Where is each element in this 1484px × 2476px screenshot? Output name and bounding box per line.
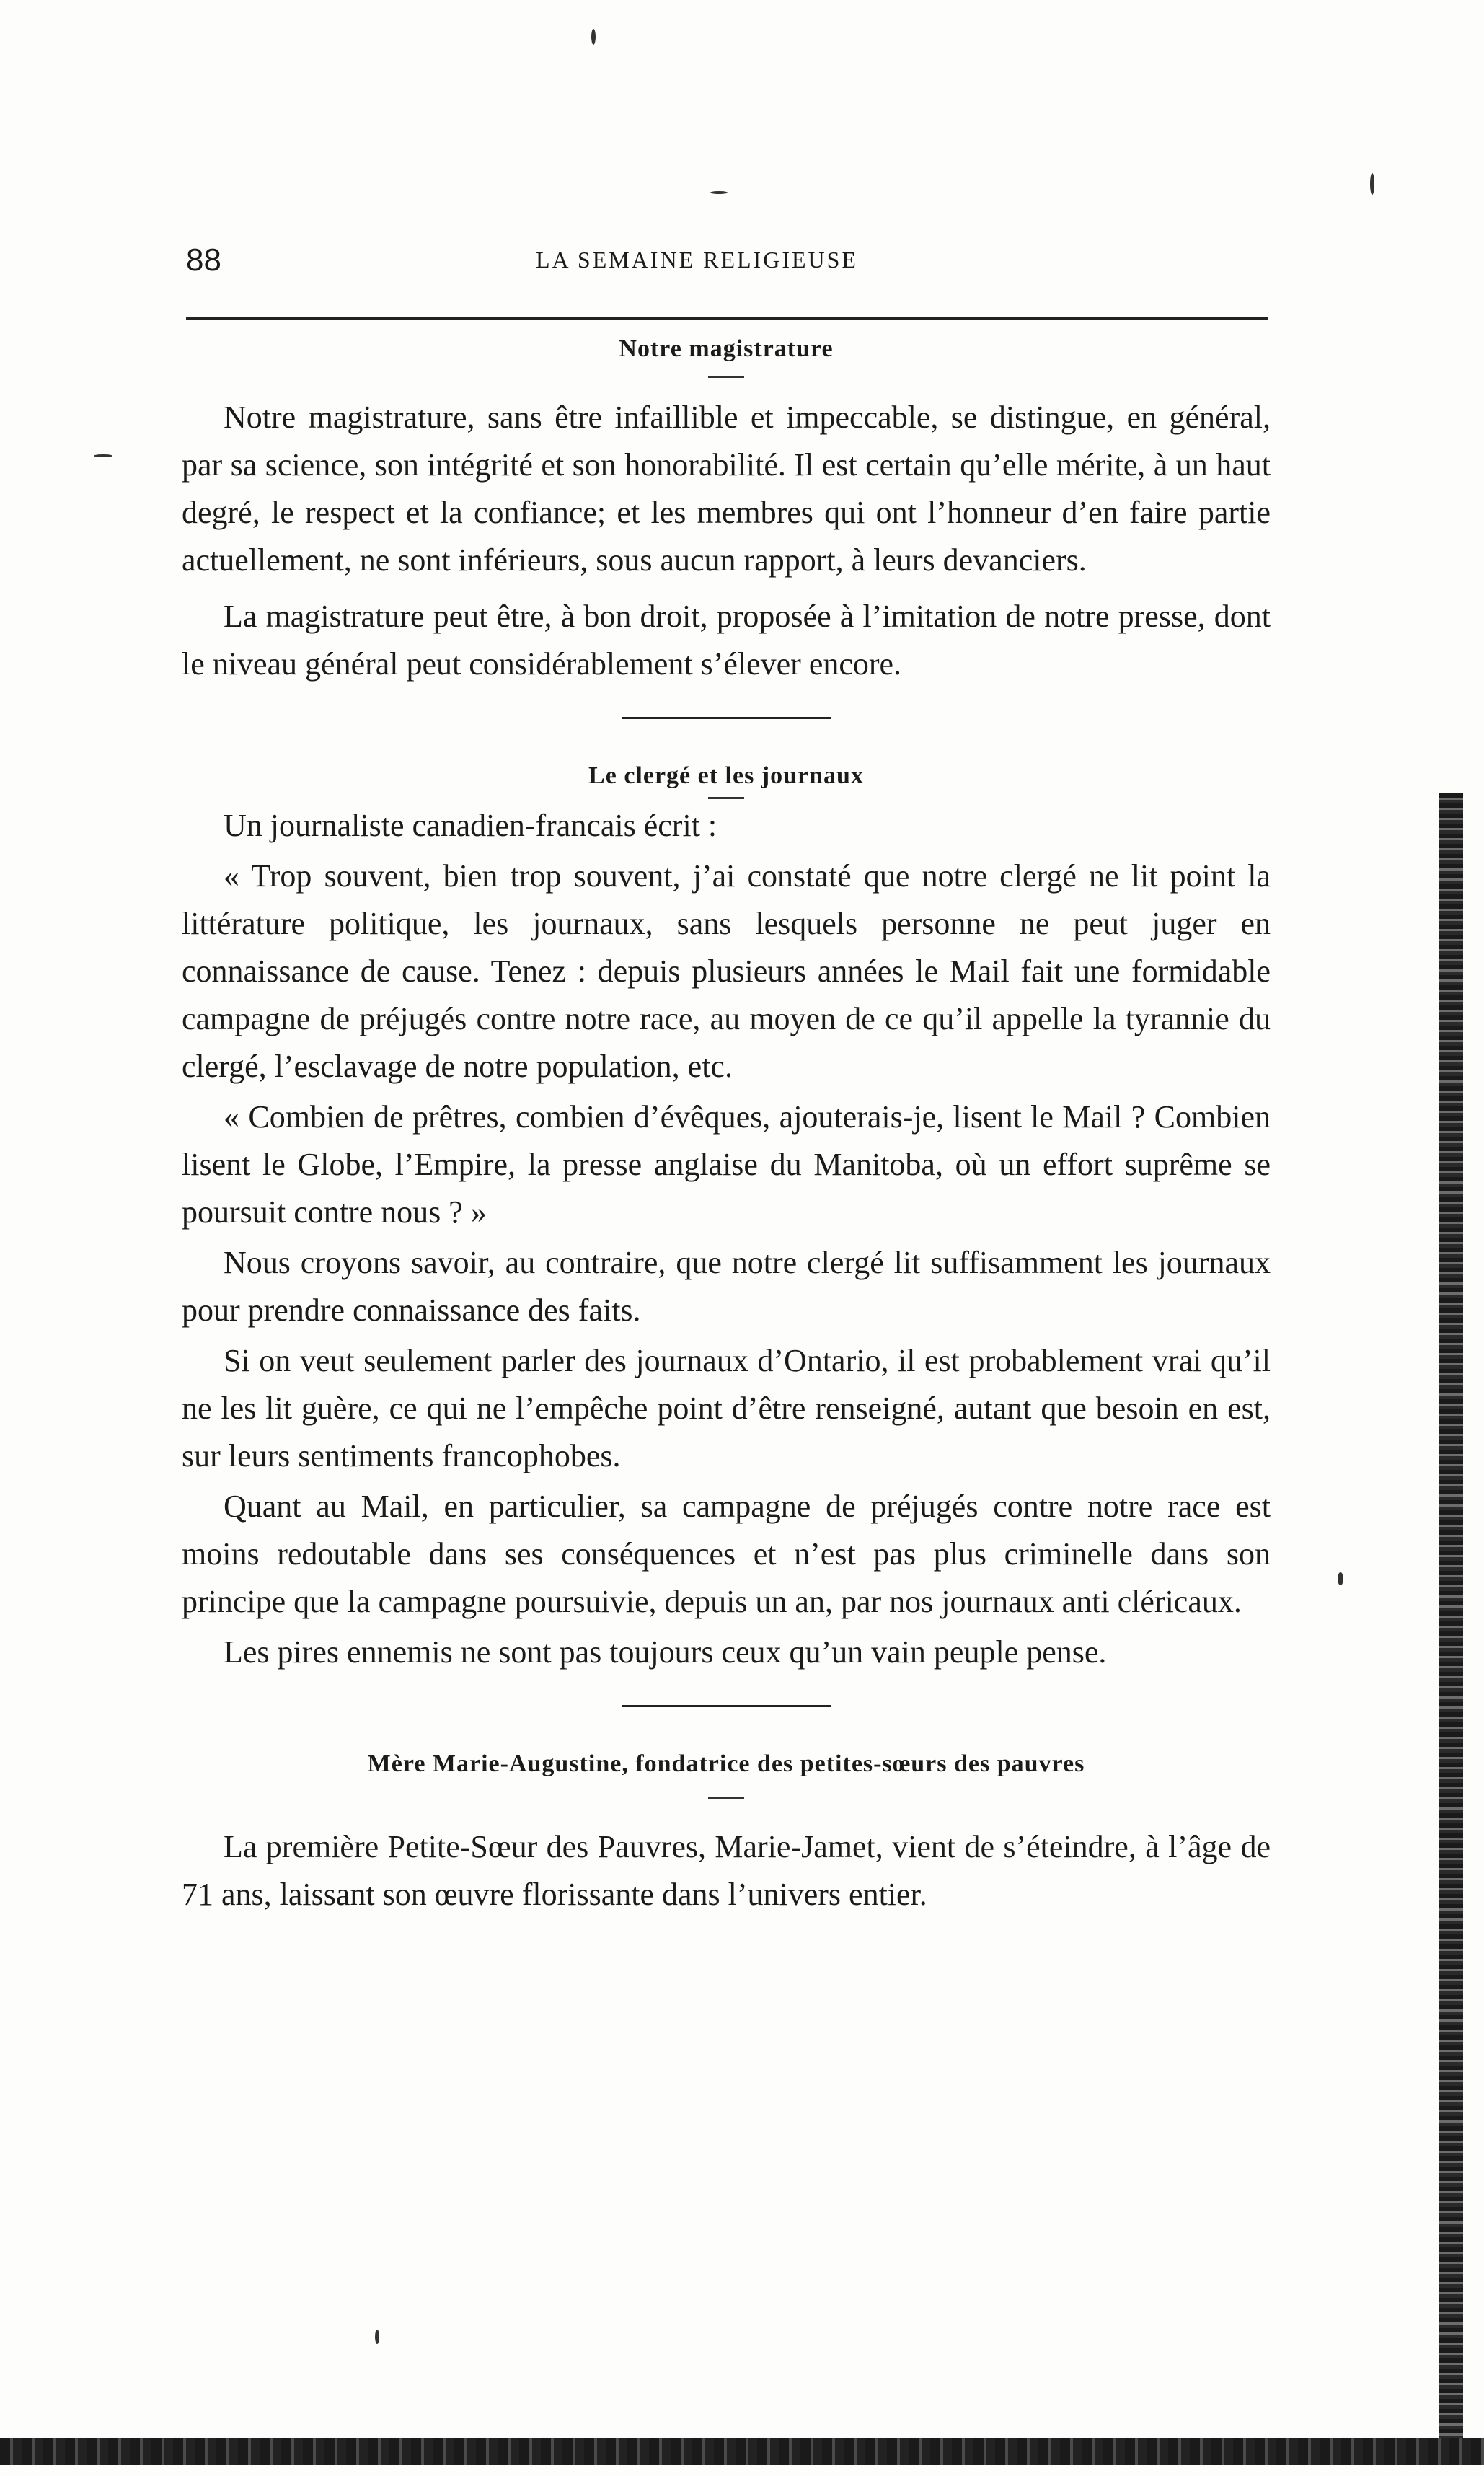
section-title: Le clergé et les journaux [588, 762, 864, 789]
section-separator [622, 717, 831, 719]
paragraph: « Combien de prêtres, combien d’évêques, ajouterais-je, lisent le Mail ? Combien lisent le Globe, l’Empire, la presse anglaise du Manitoba, où un effort suprême se poursuit contre nous ? » [182, 1099, 1271, 1230]
paragraph: La magistrature peut être, à bon droit, proposée à l’imitation de notre presse, dont le niveau général peut considérablement s’élever encore. [182, 599, 1271, 682]
page-number: 88 [186, 242, 221, 278]
paragraph: Notre magistrature, sans être infaillible et impeccable, se distingue, en général, par sa science, son intégrité et son honorabilité. Il est certain qu’elle mérite, à un haut degré, le respect et la confiance; et les membres qui ont l’honneur d’en faire partie actuellement, ne sont inférieurs, sous aucun rapport, à leurs devanciers. [182, 400, 1271, 578]
scan-speck [375, 2330, 379, 2344]
section-mere-marie-augustine [182, 1750, 1271, 1918]
title-ornament [708, 797, 744, 799]
paragraph: Les pires ennemis ne sont pas toujours ceux qu’un vain peuple pense. [224, 1634, 1107, 1670]
scan-speck [1338, 1572, 1343, 1585]
title-ornament [708, 1797, 744, 1799]
paragraph: Si on veut seulement parler des journaux d’Ontario, il est probablement vrai qu’il ne les lit guère, ce qui ne l’empêche point d’être renseigné, autant que besoin en est, sur leurs sentiments francophobes. [182, 1343, 1271, 1473]
scan-speck [94, 454, 112, 457]
scan-speck [1370, 173, 1374, 195]
paragraph: Nous croyons savoir, au contraire, que notre clergé lit suffisamment les journaux pour prendre connaissance des faits. [182, 1245, 1271, 1328]
scan-edge-stripe [1439, 793, 1463, 2452]
section-title: Mère Marie-Augustine, fondatrice des petites-sœurs des pauvres [367, 1750, 1085, 1777]
section-clerge-journaux [182, 762, 1271, 1676]
scan-speck [591, 29, 596, 45]
title-ornament [708, 376, 744, 378]
paragraph: Un journaliste canadien-francais écrit : [224, 808, 717, 843]
scan-bottom-border [0, 2438, 1484, 2465]
header-rule [186, 317, 1268, 320]
paragraph: La première Petite-Sœur des Pauvres, Marie-Jamet, vient de s’éteindre, à l’âge de 71 ans, laissant son œuvre florissante dans l’univers entier. [182, 1829, 1271, 1912]
paragraph: Quant au Mail, en particulier, sa campagne de préjugés contre notre race est moins redoutable dans ses conséquences et n’est pas plus criminelle dans son principe que la campagne poursuivie, depuis un an, par nos journaux anti cléricaux. [182, 1489, 1271, 1619]
scan-speck [710, 191, 728, 194]
page-body [182, 335, 1271, 1918]
running-title: LA SEMAINE RELIGIEUSE [536, 247, 858, 273]
section-separator [622, 1705, 831, 1707]
paragraph: « Trop souvent, bien trop souvent, j’ai constaté que notre clergé ne lit point la littérature politique, les journaux, sans lesquels personne ne peut juger en connaissance de cause. Tenez : depuis plusieurs années le Mail fait une formidable campagne de préjugés contre notre race, au moyen de ce qu’il appelle la tyrannie du clergé, l’esclavage de notre population, etc. [182, 858, 1271, 1084]
section-magistrature [182, 335, 1271, 688]
page-header [186, 238, 1275, 288]
section-title: Notre magistrature [619, 335, 834, 362]
